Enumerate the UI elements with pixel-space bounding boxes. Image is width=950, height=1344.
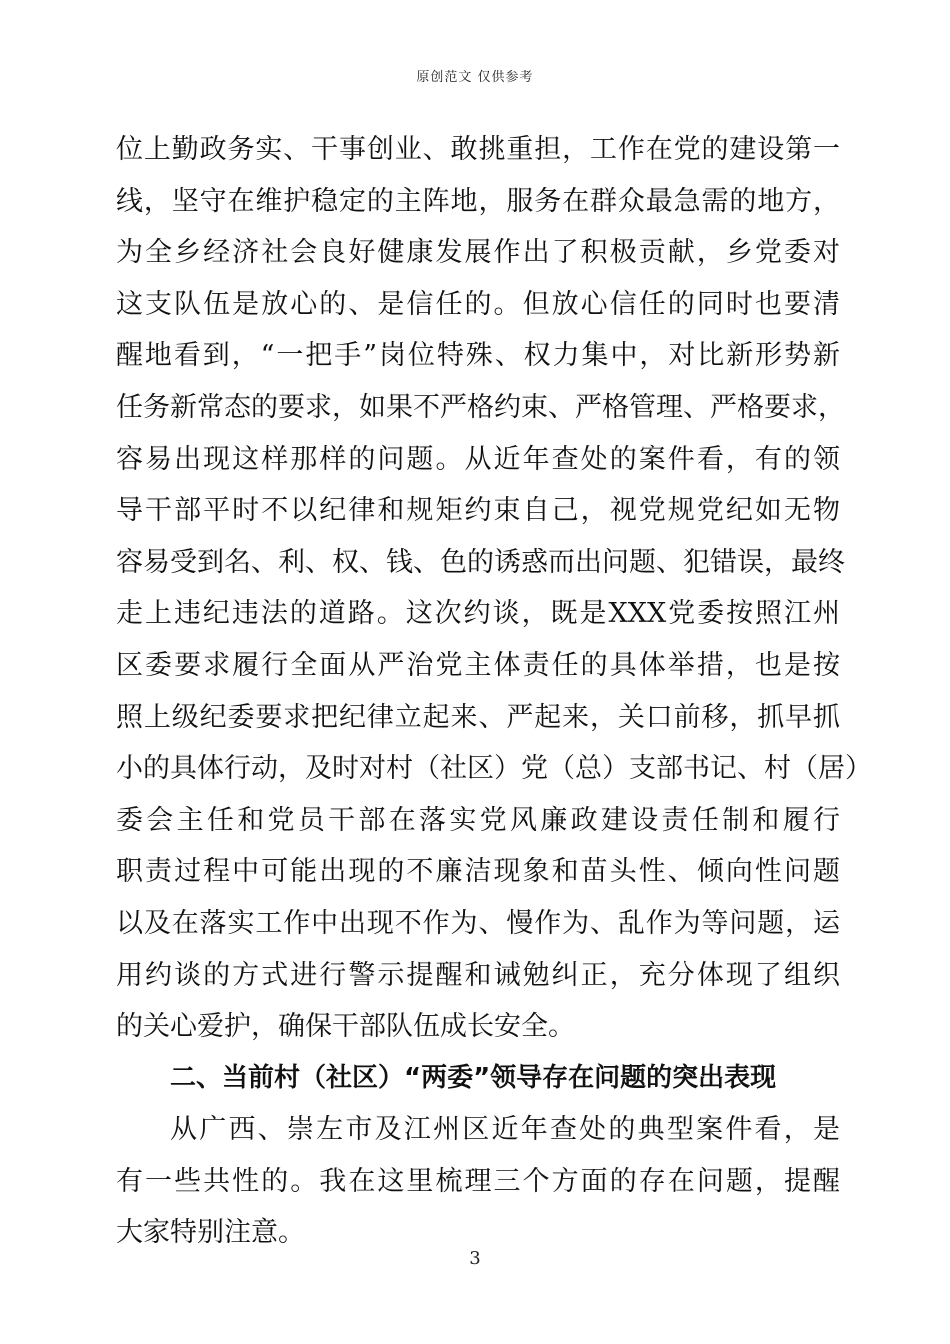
- body-line: 走上违纪违法的道路。这次约谈，既是XXX党委按照江州: [116, 598, 840, 630]
- body-line: 的关心爱护，确保干部队伍成长安全。: [116, 1011, 575, 1043]
- body-line: 位上勤政务实、干事创业、敢挑重担，工作在党的建设第一: [116, 134, 840, 165]
- body-line: 任务新常态的要求，如果不严格约束、严格管理、严格要求，: [116, 391, 845, 423]
- body-line: 用约谈的方式进行警示提醒和诫勉纠正，充分体现了组织: [116, 959, 840, 991]
- page-header: 原创范文 仅供参考: [416, 70, 534, 85]
- body-line: 醒地看到，“一把手”岗位特殊、权力集中，对比新形势新: [116, 340, 840, 372]
- body-line: 委会主任和党员干部在落实党风廉政建设责任制和履行: [116, 804, 840, 836]
- body-line: 照上级纪委要求把纪律立起来、严起来，关口前移，抓早抓: [116, 701, 840, 733]
- body-line: 线，坚守在维护稳定的主阵地，服务在群众最急需的地方，: [116, 185, 840, 217]
- body-line: 从广西、崇左市及江州区近年查处的典型案件看，是: [170, 1114, 840, 1146]
- body-line: 为全乡经济社会良好健康发展作出了积极贡献，乡党委对: [116, 237, 840, 269]
- body-line: 职责过程中可能出现的不廉洁现象和苗头性、倾向性问题: [116, 856, 840, 888]
- body-line: 以及在落实工作中出现不作为、慢作为、乱作为等问题，运: [116, 907, 840, 939]
- body-line: 大家特别注意。: [116, 1217, 305, 1249]
- document-body: [116, 124, 872, 1259]
- body-line: 区委要求履行全面从严治党主体责任的具体举措，也是按: [116, 649, 840, 681]
- page-number: 3: [469, 1248, 481, 1269]
- body-line: 有一些共性的。我在这里梳理三个方面的存在问题，提醒: [116, 1165, 840, 1197]
- body-line: 这支队伍是放心的、是信任的。但放心信任的同时也要清: [116, 288, 840, 320]
- section-heading: 二、当前村（社区）“两委”领导存在问题的突出表现: [170, 1062, 777, 1093]
- body-line: 导干部平时不以纪律和规矩约束自己，视党规党纪如无物: [116, 495, 840, 527]
- body-line: 容易出现这样那样的问题。从近年查处的案件看，有的领: [116, 443, 840, 475]
- body-line: 容易受到名、利、权、钱、色的诱惑而出问题、犯错误，最终: [116, 546, 845, 578]
- body-line: 小的具体行动，及时对村（社区）党（总）支部书记、村（居）: [116, 753, 872, 785]
